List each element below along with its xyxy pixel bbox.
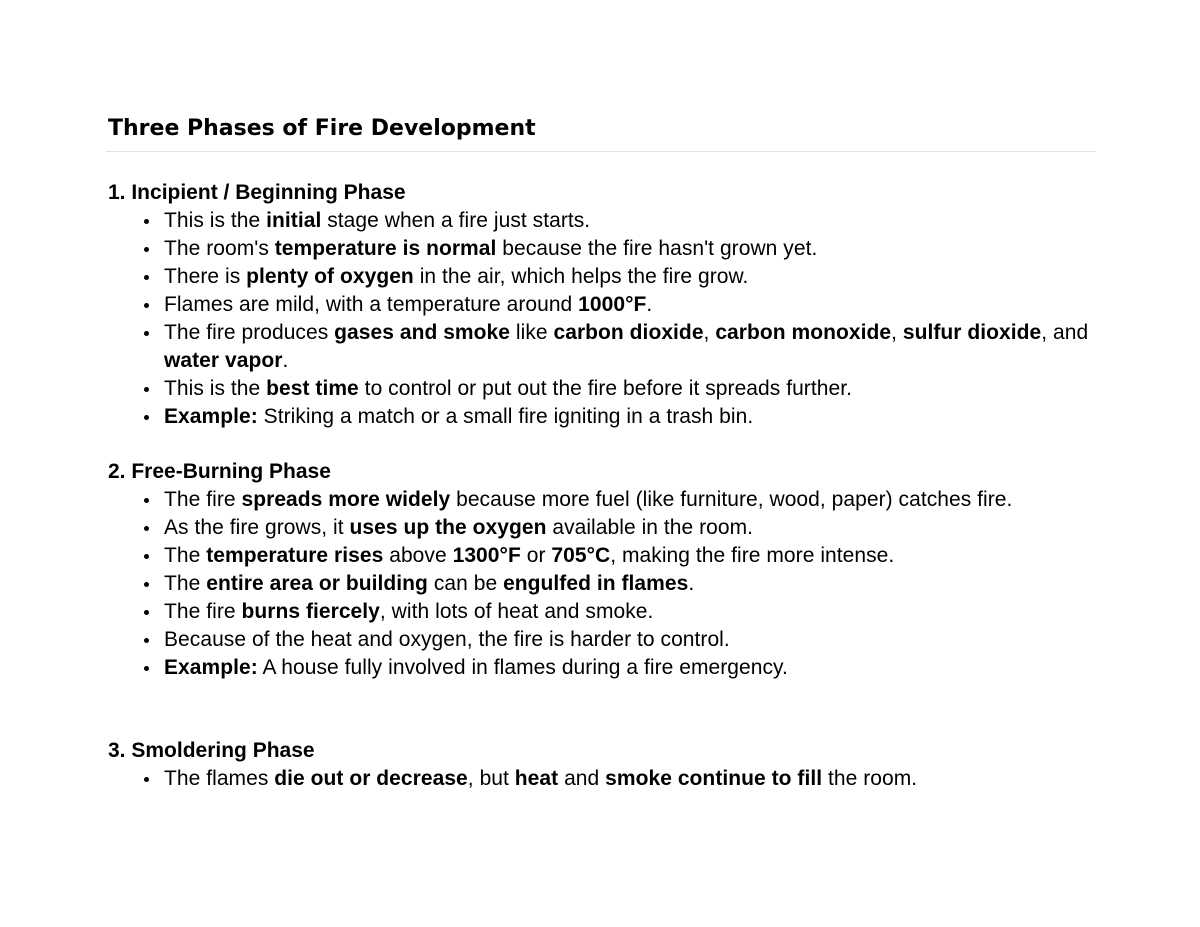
text-run: , [891, 321, 903, 344]
bullet-dot-icon [144, 415, 149, 420]
section-incipient-phase [108, 179, 1098, 431]
bullet-dot-icon [144, 777, 149, 782]
bullet-list [108, 486, 1098, 682]
bullet-text [164, 656, 788, 679]
bullet-dot-icon [144, 303, 149, 308]
text-run: This is the [164, 209, 267, 232]
bold-text: gases and smoke [334, 321, 510, 344]
bullet-dot-icon [144, 275, 149, 280]
list-item [108, 542, 1098, 570]
bullet-text [164, 377, 852, 400]
list-item [108, 598, 1098, 626]
title-divider [106, 151, 1096, 152]
list-item [108, 514, 1098, 542]
bold-text: best time [266, 377, 359, 400]
list-item [108, 319, 1098, 375]
bold-text: spreads more widely [241, 488, 451, 511]
text-run: , with lots of heat and smoke. [379, 600, 654, 623]
bold-text: plenty of oxygen [246, 265, 414, 288]
section-smoldering-phase [108, 737, 1098, 793]
text-run: The fire produces [164, 321, 335, 344]
bold-text: temperature rises [206, 544, 384, 567]
bold-text: entire area or building [206, 572, 428, 595]
text-run: The [164, 572, 207, 595]
text-run: . [688, 572, 695, 595]
bullet-dot-icon [144, 554, 149, 559]
page-title: Three Phases of Fire Development [108, 116, 536, 141]
text-run: This is the [164, 377, 267, 400]
text-run: the room. [822, 767, 918, 790]
list-item [108, 207, 1098, 235]
list-item [108, 235, 1098, 263]
bullet-text [164, 405, 753, 428]
bullet-dot-icon [144, 498, 149, 503]
bold-text: Example: [164, 405, 258, 428]
bullet-text [164, 628, 730, 651]
list-item [108, 375, 1098, 403]
bold-text: carbon monoxide [715, 321, 892, 344]
bold-text: uses up the oxygen [349, 516, 547, 539]
text-run: As the fire grows, it [164, 516, 350, 539]
bold-text: 1300°F [452, 544, 521, 567]
text-run: , and [1041, 321, 1089, 344]
bullet-text [164, 237, 817, 260]
text-run: , [703, 321, 716, 344]
list-item [108, 765, 1098, 793]
bullet-dot-icon [144, 219, 149, 224]
section-heading: 3. Smoldering Phase [108, 739, 315, 762]
text-run: There is [164, 265, 247, 288]
bullet-dot-icon [144, 387, 149, 392]
text-run: or [520, 544, 552, 567]
bullet-text [164, 321, 1088, 372]
bullet-dot-icon [144, 247, 149, 252]
text-run: above [383, 544, 453, 567]
bold-text: initial [266, 209, 322, 232]
text-run: , making the fire more intense. [610, 544, 895, 567]
bullet-text [164, 265, 748, 288]
text-run: , but [467, 767, 515, 790]
text-run: because the fire hasn't grown yet. [496, 237, 818, 260]
bold-text: smoke continue to fill [605, 767, 823, 790]
bullet-text [164, 600, 653, 623]
text-run: in the air, which helps the fire grow. [413, 265, 749, 288]
bullet-list [108, 765, 1098, 793]
text-run: Because of the heat and oxygen, the fire is harder to control. [164, 628, 730, 651]
list-item [108, 570, 1098, 598]
section-heading: 1. Incipient / Beginning Phase [108, 181, 406, 204]
text-run: The room's [164, 237, 275, 260]
text-run: can be [427, 572, 504, 595]
bold-text: heat [514, 767, 559, 790]
text-run: The [164, 544, 207, 567]
text-run: to control or put out the fire before it spreads further. [358, 377, 852, 400]
bold-text: engulfed in flames [503, 572, 689, 595]
list-item [108, 626, 1098, 654]
text-run: The fire [164, 600, 242, 623]
bullet-dot-icon [144, 331, 149, 336]
bullet-text [164, 209, 590, 232]
bullet-text [164, 544, 894, 567]
text-run: Striking a match or a small fire igniting in a trash bin. [257, 405, 754, 428]
bullet-text [164, 572, 694, 595]
bold-text: sulfur dioxide [902, 321, 1042, 344]
text-run: A house fully involved in flames during a fire emergency. [257, 656, 788, 679]
list-item [108, 486, 1098, 514]
bold-text: water vapor [164, 349, 283, 372]
text-run: . [282, 349, 289, 372]
text-run: available in the room. [546, 516, 754, 539]
text-run: like [510, 321, 554, 344]
section-free-burning-phase [108, 458, 1098, 682]
bullet-dot-icon [144, 666, 149, 671]
text-run: Flames are mild, with a temperature around [164, 293, 579, 316]
bullet-text [164, 293, 652, 316]
bold-text: 705°C [551, 544, 611, 567]
list-item [108, 654, 1098, 682]
bullet-list [108, 207, 1098, 431]
text-run: . [646, 293, 653, 316]
list-item [108, 263, 1098, 291]
bullet-text [164, 488, 1012, 511]
list-item [108, 403, 1098, 431]
bold-text: burns fiercely [241, 600, 380, 623]
text-run: because more fuel (like furniture, wood, paper) catches fire. [450, 488, 1013, 511]
bold-text: 1000°F [578, 293, 647, 316]
section-heading: 2. Free-Burning Phase [108, 460, 331, 483]
bold-text: temperature is normal [274, 237, 497, 260]
bold-text: carbon dioxide [553, 321, 704, 344]
text-run: The flames [164, 767, 275, 790]
bold-text: Example: [164, 656, 258, 679]
bullet-text [164, 516, 753, 539]
bold-text: die out or decrease [274, 767, 468, 790]
list-item [108, 291, 1098, 319]
text-run: The fire [164, 488, 242, 511]
text-run: stage when a fire just starts. [321, 209, 591, 232]
bullet-dot-icon [144, 610, 149, 615]
bullet-dot-icon [144, 638, 149, 643]
bullet-text [164, 767, 917, 790]
bullet-dot-icon [144, 582, 149, 587]
text-run: and [558, 767, 606, 790]
bullet-dot-icon [144, 526, 149, 531]
